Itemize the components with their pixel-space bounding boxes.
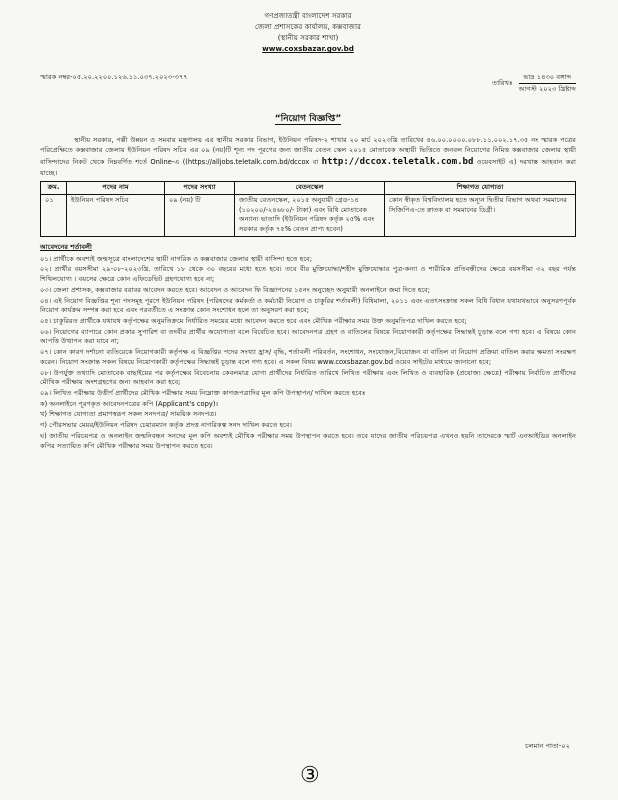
office-name: জেলা প্রশাসকের কার্যালয়, কক্সবাজার: [254, 22, 362, 32]
header-cell: ক্রম.: [41, 182, 67, 195]
conditions-list: [40, 255, 576, 452]
condition-item: ০৯। লিখিত পরীক্ষায় উত্তীর্ণ প্রার্থীদের মৌখিক পরীক্ষার সময় নিম্নোক্ত কাগজপত্রাদির মূল কপি উপস্থাপন/ দাখিল করতে হবেঃ: [40, 388, 366, 397]
cell-post: ইউনিয়ন পরিষদ সচিব: [67, 195, 165, 237]
header-cell: বেতনস্কেল: [235, 182, 385, 195]
intro-paragraph: [40, 136, 576, 178]
table-header-row: [41, 182, 576, 195]
memo-row: [40, 73, 576, 95]
branch-name: (স্থানীয় সরকার শাখা): [277, 33, 339, 43]
govt-name: গণপ্রজাতন্ত্রী বাংলাদেশ সরকার: [264, 11, 352, 20]
condition-item: ০৬। নিয়োগের ব্যাপারে কোন প্রকার সুপারিশ বা তদবীর প্রার্থীর অযোগ্যতা বলে বিবেচিত হবে। আবেদনপত্র গ্রহণ ও বাতিলের বিষয়ে নিয়োগকারী কর্তৃপক্ষের সিদ্ধান্তই চূড়ান্ত বলে গণ্য হবে। এ বিষয়ে কোন আপত্তি উত্থাপন করা যাবে না;: [40, 327, 576, 346]
header-cell: শিক্ষাগত যোগ্যতা: [385, 182, 576, 195]
document-item: খ) শিক্ষাগত যোগ্যতা প্রমাণস্বরূপ সকল সনদপত্র/ সাময়িক সনদপত্র।: [40, 410, 217, 419]
date-english: আগস্ট ২০২৩ খ্রিষ্টাব্দ: [518, 85, 576, 94]
cell-qualification: কোন স্বীকৃত বিশ্ববিদ্যালয় হতে অন্যূন দ্বিতীয় বিভাগ অথবা সমমানের সিজিপিএ-তে স্নাতক বা সমমানের ডিগ্রী।: [385, 195, 576, 237]
condition-item: ০২। প্রার্থীর বয়সসীমা ২৯-০৮-২০২৩খ্রি. তারিখে ১৮ থেকে ৩০ বছরের মধ্যে হতে হবে। তবে বীর মুক্তিযোদ্ধা/শহীদ মুক্তিযোদ্ধার পুত্র-কন্যা ও শারীরিক প্রতিবন্ধীদের ক্ষেত্রে বয়সসীমা ৩২ বছর পর্যন্ত শিথিলযোগ্য । বয়সের ক্ষেত্রে কোন এফিডেভিট গ্রহণযোগ্য হবে না;: [40, 265, 576, 284]
intro-text: স্থানীয় সরকার, পল্লী উন্নয়ন ও সমবায় মন্ত্রণালয় এর স্থানীয় সরকার বিভাগ, ইউনিয়ন পরিষদ-২ শাখার ২০ মার্চ ২০২৩খ্রি তারিখের ৪৬.০০.০০০০.০৮৮.১১.০০২.১৭.৩৫ নং স্মারক পত্রের পরিপ্রেক্ষিতে কক্সবাজার জেলায় ইউনিয়ন পরিষদ সচিব এর ০৯ (নয়)টি শূন্য পদ পূরণের জন্য জাতীয় বেতন স্কেল ২০১৫ মোতাবেক অস্থায়ী ভিত্তিতে জনবল নিয়োগের নিমিত্ত কক্সবাজার জেলার স্থায়ী বাসিন্দাদের নিকট থেকে নিম্নবর্ণিত শর্তে Online-এ ((https://alljobs.teletalk.com.bd/dccox বা: [40, 136, 576, 166]
document-item: গ) পৌরসভার মেয়র/ইউনিয়ন পরিষদ চেয়ারম্যান কর্তৃক প্রদত্ত নাগরিকত্ব সনদ দাখিল করতে হবে।: [40, 421, 292, 430]
letterhead: [40, 10, 576, 55]
document-item: ঘ) জাতীয় পরিচয়পত্র ও অনলাইন জন্মনিবন্ধন সনদের মূল কপি অবশ্যই মৌখিক পরীক্ষার সময় উপস্থাপন করতে হবে। তবে যাদের জাতীয় পরিচয়পত্র এখনও হয়নি তাদেরকে স্মার্ট এনআইডির অনলাইন কপির সত্যায়িত কপি মৌখিক পরীক্ষার সময় উপস্থাপন করতে হবে।: [40, 431, 576, 450]
cell-count: ০৯ (নয়) টি: [165, 195, 235, 237]
teletalk-link[interactable]: http://dccox.teletalk.com.bd: [321, 156, 474, 167]
header-cell: পদের নাম: [67, 182, 165, 195]
intro-suffix: ওয়েবসাইট এ) দরখাস্ত আহবান করা যাচ্ছে।: [40, 157, 576, 177]
table-row: [41, 195, 576, 237]
vacancy-table: [40, 181, 576, 237]
page-number-mark: ③: [300, 763, 320, 788]
header-cell: পদের সংখ্যা: [165, 182, 235, 195]
condition-item: ০৪। এই নিয়োগ বিজ্ঞপ্তির শূন্য পদসমূহ পূরণে ইউনিয়ন পরিষদ (পরিষদের কর্মকর্তা ও কর্মচারী নিয়োগ ও চাকুরির শর্তাবলী) বিধিমালা, ২০১১ এবং এতৎসংক্রান্ত সকল বিধি বিধান যথাযথভাবে অনুসরণপূর্বক নিয়োগ কার্যক্রম সম্পন্ন করা হবে এবং পরবর্তীতে এ সংক্রান্ত কোন সংশোধন হলে তা অনুসরণ করা হবে;: [40, 296, 576, 315]
condition-item: ০৭। কোন কারণ দর্শানো ব্যতিরেকে নিয়োগকারী কর্তৃপক্ষ এ বিজ্ঞপ্তির পদের সংখ্যা হ্রাস/ বৃদ্ধি, শর্তাবলী পরিবর্তন, সংশোধন, সংযোজন,বিয়োজন বা বাতিল বা নিয়োগ প্রক্রিয়া বাতিল করার ক্ষমতা সংরক্ষণ করেন। নিয়োগ সংক্রান্ত সকল বিষয়ে নিয়োগকারী কর্তৃপক্ষের সিদ্ধান্তই চূড়ান্ত বলে গণ্য হবে। এ সকল বিষয় www.coxsbazar.gov.bd ওয়েব সাইটের মাধ্যমে জানানো হবে;: [40, 348, 576, 366]
condition-item: ০৫। চাকুরিরত প্রার্থীকে যথাযথ কর্তৃপক্ষের অনুমতিক্রমে নির্ধারিত সময়ের মধ্যে আবেদন করতে হবে এবং মৌখিক পরীক্ষার সময় উক্ত অনুমতিপত্র দাখিল করতে হবে;: [40, 316, 467, 325]
date-bangla: ভাদ্র ১৪৩০ বঙ্গাব্দ: [523, 72, 572, 81]
memo-number: স্মারক নম্বর-০৫.২০.২২০০.১২৬.১১.০৩৭.২০২৩-৩৭৭: [40, 72, 188, 81]
cell-serial: ০১: [41, 195, 67, 237]
condition-item: ০১। প্রার্থীকে অবশ্যই জন্মসূত্রে বাংলাদেশের স্থায়ী নাগরিক ও কক্সবাজার জেলার স্থায়ী বাসিন্দা হতে হবে;: [40, 254, 312, 263]
condition-item: ০৩। জেলা প্রশাসক, কক্সবাজার বরাবর আবেদন করতে হবে। আবেদন ও আবেদন ফি বিজ্ঞাপনের ১৫নং অনুচ্ছেদ অনুযায়ী অনলাইনে জমা দিতে হবে;: [40, 285, 431, 294]
document-item: ক) অনলাইনে পূরণকৃত আবেদনপত্রের কপি (Applicant's copy)।: [40, 399, 218, 408]
date-box: [519, 73, 576, 95]
date-label: তারিখঃ: [492, 78, 513, 87]
conditions-title: আবেদনের শর্তাবলী: [40, 242, 92, 251]
notice-title: “নিয়োগ বিজ্ঞপ্তি”: [274, 114, 342, 125]
memo-date: [492, 73, 576, 95]
continued-page-note: চলমান পাতা-০২: [525, 742, 570, 750]
cell-salary: জাতীয় বেতনস্কেল, ২০১৫ অনুযায়ী গ্রেড-১৪ (১০২০০/-২৪৬৮০/- টাকা) এবং বিধি মোতাবেক অন্যান্য ভাতাদি (ইউনিয়ন পরিষদ কর্তৃক ২৫% এবং সরকার কর্তৃক ৭৫% বেতন প্রাপ্য হবেন): [235, 195, 385, 237]
condition-item: ০৮। উপর্যুক্ত তথ্যাদি মোতাবেক বাছাইয়ের পর কর্তৃপক্ষের বিবেচনায় কেবলমাত্র যোগ্য প্রার্থীদের নির্ধারিত তারিখে লিখিত পরীক্ষায় এবং লিখিত ও ব্যবহারিক (প্রযোজ্য ক্ষেত্রে) পরীক্ষায় নির্বাচিত প্রার্থীদের মৌখিক পরীক্ষায় অংশগ্রহণের জন্য আহবান করা হবে;: [40, 368, 576, 387]
website-link[interactable]: www.coxsbazar.gov.bd: [262, 44, 354, 54]
